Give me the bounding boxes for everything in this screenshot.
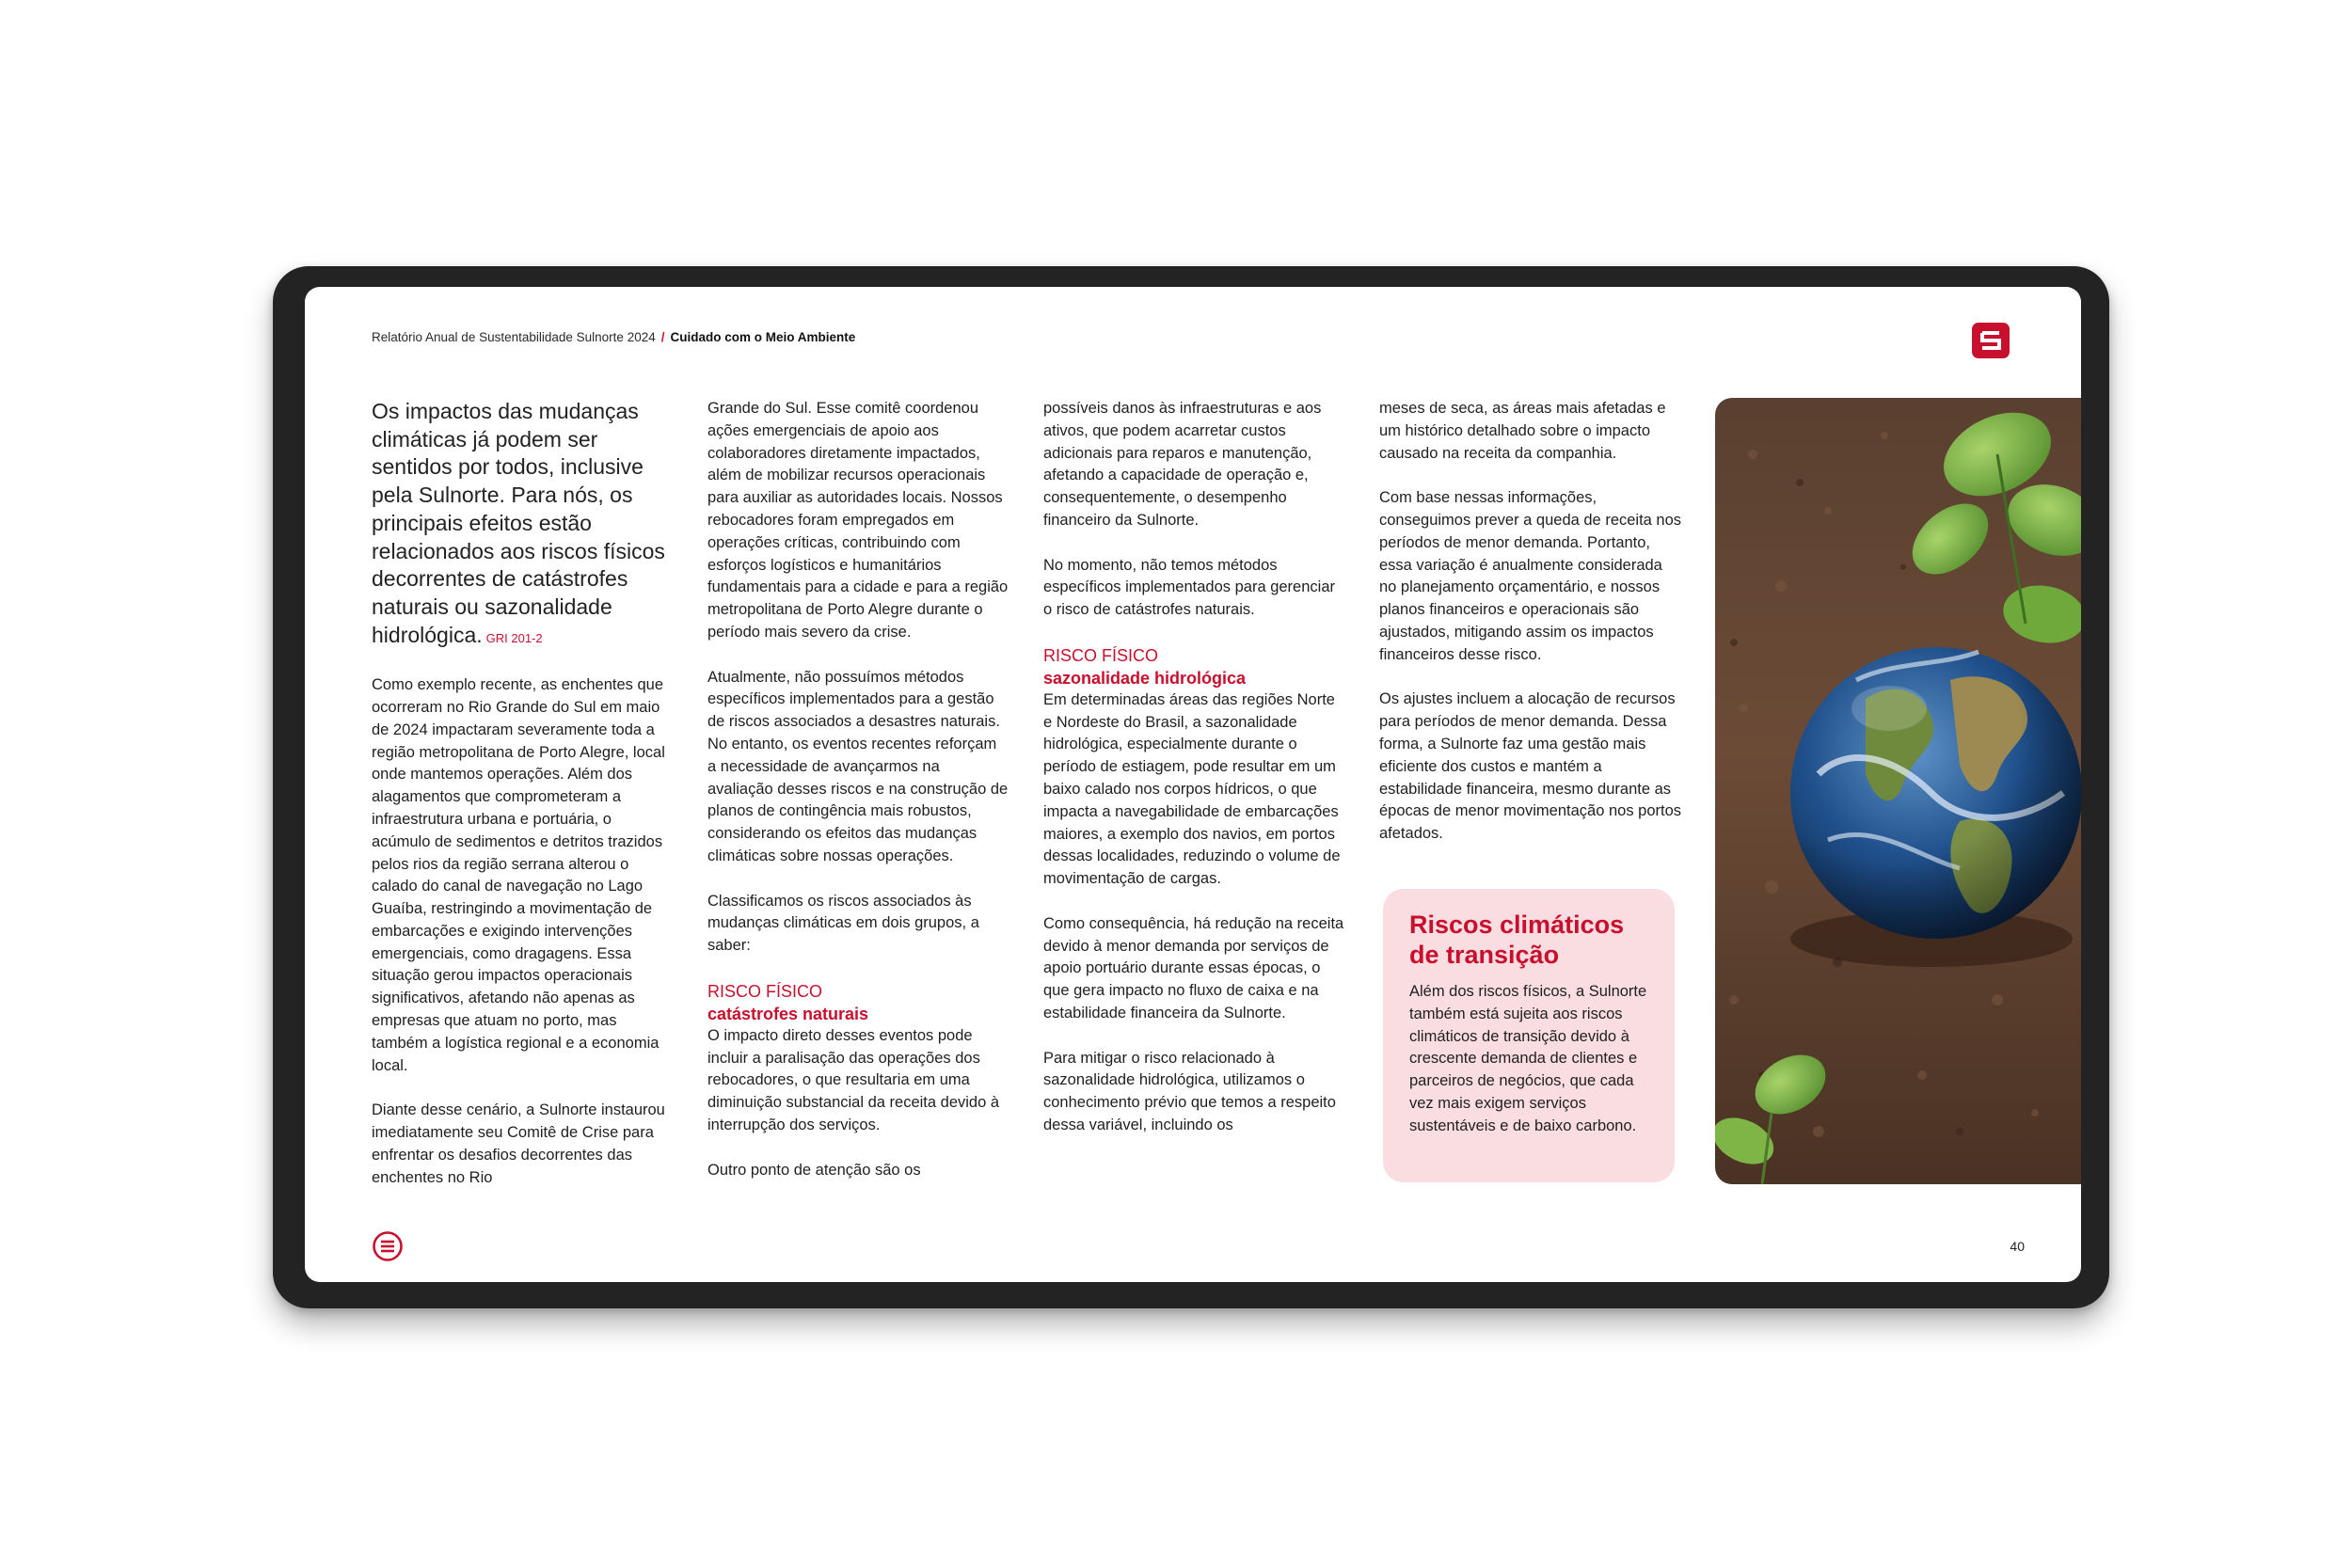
paragraph: Atualmente, não possuímos métodos específicos implementados para a gestão de riscos associados a desastres naturais. No entanto, os eventos recentes reforçam a necessidade de avançarmos na avaliação desses riscos e na construção de planos de contingência mais robustos, considerando os efeitos das mudanças climáticas sobre nossas operações. <box>707 668 1009 864</box>
section-title[interactable]: Cuidado com o Meio Ambiente <box>670 330 856 344</box>
risk-heading-natural-catastrophes <box>707 980 1009 1025</box>
risk-title: sazonalidade hidrológica <box>1043 668 1247 688</box>
paragraph: meses de seca, as áreas mais afetadas e um histórico detalhado sobre o impacto causado na receita da companhia. <box>1379 400 1666 462</box>
risk-heading-hydrological-seasonality <box>1043 644 1344 689</box>
gri-tag[interactable]: GRI 201-2 <box>485 630 543 645</box>
transition-risk-callout <box>1383 889 1675 1182</box>
risk-label: RISCO FÍSICO <box>1043 645 1159 665</box>
paragraph: Para mitigar o risco relacionado à sazonalidade hidrológica, utilizamos o conhecimento prévio que temos a respeito dessa variável, incluindo os <box>1043 1049 1336 1133</box>
paragraph: Como exemplo recente, as enchentes que ocorreram no Rio Grande do Sul em maio de 2024 impactaram severamente toda a região metropolitana de Porto Alegre, local onde mantemos operações. Além dos alagamentos que comprometeram a infraestrutura urbana e portuária, o acúmulo de sedimentos e detritos trazidos pelos rios da região serrana alterou o calado do canal de navegação no Lago Guaíba, restringindo a movimentação de embarcações e exigindo intervenções emergenciais, como dragagens. Essa situação gerou impactos operacionais significativos, afetando não apenas as empresas que atuam no porto, mas também a logística regional e a economia local. <box>372 676 665 1074</box>
paragraph: possíveis danos às infraestruturas e aos ativos, que podem acarretar custos adicionais para reparos e manutenção, afetando a capacidade de operação e, consequentemente, o desempenho financeiro da Sulnorte. <box>1043 400 1322 529</box>
paragraph: No momento, não temos métodos específicos implementados para gerenciar o risco de catástrofes naturais. <box>1043 556 1335 619</box>
sulnorte-logo-icon[interactable] <box>1970 321 2011 360</box>
risk-label: RISCO FÍSICO <box>707 981 823 1001</box>
menu-icon[interactable] <box>372 1230 404 1262</box>
paragraph: Os ajustes incluem a alocação de recursos para períodos de menor demanda. Dessa forma, a Sulnorte faz uma gestão mais eficiente dos custos e mantém a estabilidade financeira, mesmo durante as épocas de menor movimentação nos portos afetados. <box>1379 690 1682 843</box>
paragraph: Classificamos os riscos associados às mudanças climáticas em dois grupos, a saber: <box>707 892 979 955</box>
earth-globe-on-soil-photo <box>1715 398 2081 1184</box>
text-column-3 <box>1043 398 1344 1160</box>
breadcrumb-separator: / <box>660 330 665 344</box>
risk-title: catástrofes naturais <box>707 1004 869 1023</box>
callout-title: Riscos climáticos de transição <box>1409 911 1625 969</box>
text-column-2 <box>707 398 1009 1204</box>
callout-text: Além dos riscos físicos, a Sulnorte também está sujeita aos riscos climáticos de transição devido à crescente demanda de clientes e parceiros de negócios, que cada vez mais exigem serviços sustentáveis e de baixo carbono. <box>1409 983 1647 1134</box>
paragraph: Com base nessas informações, conseguimos prever a queda de receita nos períodos de menor demanda. Portanto, essa variação é anualmente considerada no planejamento orçamentário, e nossos planos financeiros e operacionais são ajustados, mitigando assim os impactos financeiros desse risco. <box>1379 489 1682 663</box>
page-number: 40 <box>2010 1239 2025 1254</box>
lead-text: Os impactos das mudanças climáticas já podem ser sentidos por todos, inclusive pela Sulnorte. Para nós, os principais efeitos estão relacionados aos riscos físicos decorrentes de catástrofes naturais ou sazonalidade hidrológica. <box>372 399 665 647</box>
lead-paragraph <box>372 398 673 652</box>
photo-illustration <box>1715 398 2081 1184</box>
text-column-1 <box>372 398 673 1212</box>
text-column-4 <box>1379 398 1682 868</box>
paragraph: Em determinadas áreas das regiões Norte e Nordeste do Brasil, a sazonalidade hidrológica, especialmente durante o período de estiagem, pode resultar em um baixo calado nos corpos hídricos, o que impacta a navegabilidade de embarcações maiores, a exemplo dos navios, em portos dessas localidades, reduzindo o volume de movimentação de cargas. <box>1043 690 1341 888</box>
paragraph: Grande do Sul. Esse comitê coordenou ações emergenciais de apoio aos colaboradores diretamente impactados, além de mobilizar recursos operacionais para auxiliar as autoridades locais. Nossos rebocadores foram empregados em operações críticas, contribuindo com esforços logísticos e humanitários fundamentais para a cidade e para a região metropolitana de Porto Alegre durante o período mais severo da crise. <box>707 400 1009 641</box>
paragraph: O impacto direto desses eventos pode incluir a paralisação das operações dos rebocadores, o que resultaria em uma diminuição substancial da receita devido à interrupção dos serviços. <box>707 1026 1000 1133</box>
report-title: Relatório Anual de Sustentabilidade Sulnorte 2024 <box>372 330 656 344</box>
paragraph: Como consequência, há redução na receita devido à menor demanda por serviços de apoio portuário durante essas épocas, o que gera impacto no fluxo de caixa e na estabilidade financeira da Sulnorte. <box>1043 914 1344 1022</box>
paragraph: Outro ponto de atenção são os <box>707 1161 921 1179</box>
document-page <box>305 287 2081 1282</box>
breadcrumb <box>372 330 855 344</box>
paragraph: Diante desse cenário, a Sulnorte instaurou imediatamente seu Comitê de Crise para enfrentar os desafios decorrentes das enchentes no Rio <box>372 1101 665 1186</box>
